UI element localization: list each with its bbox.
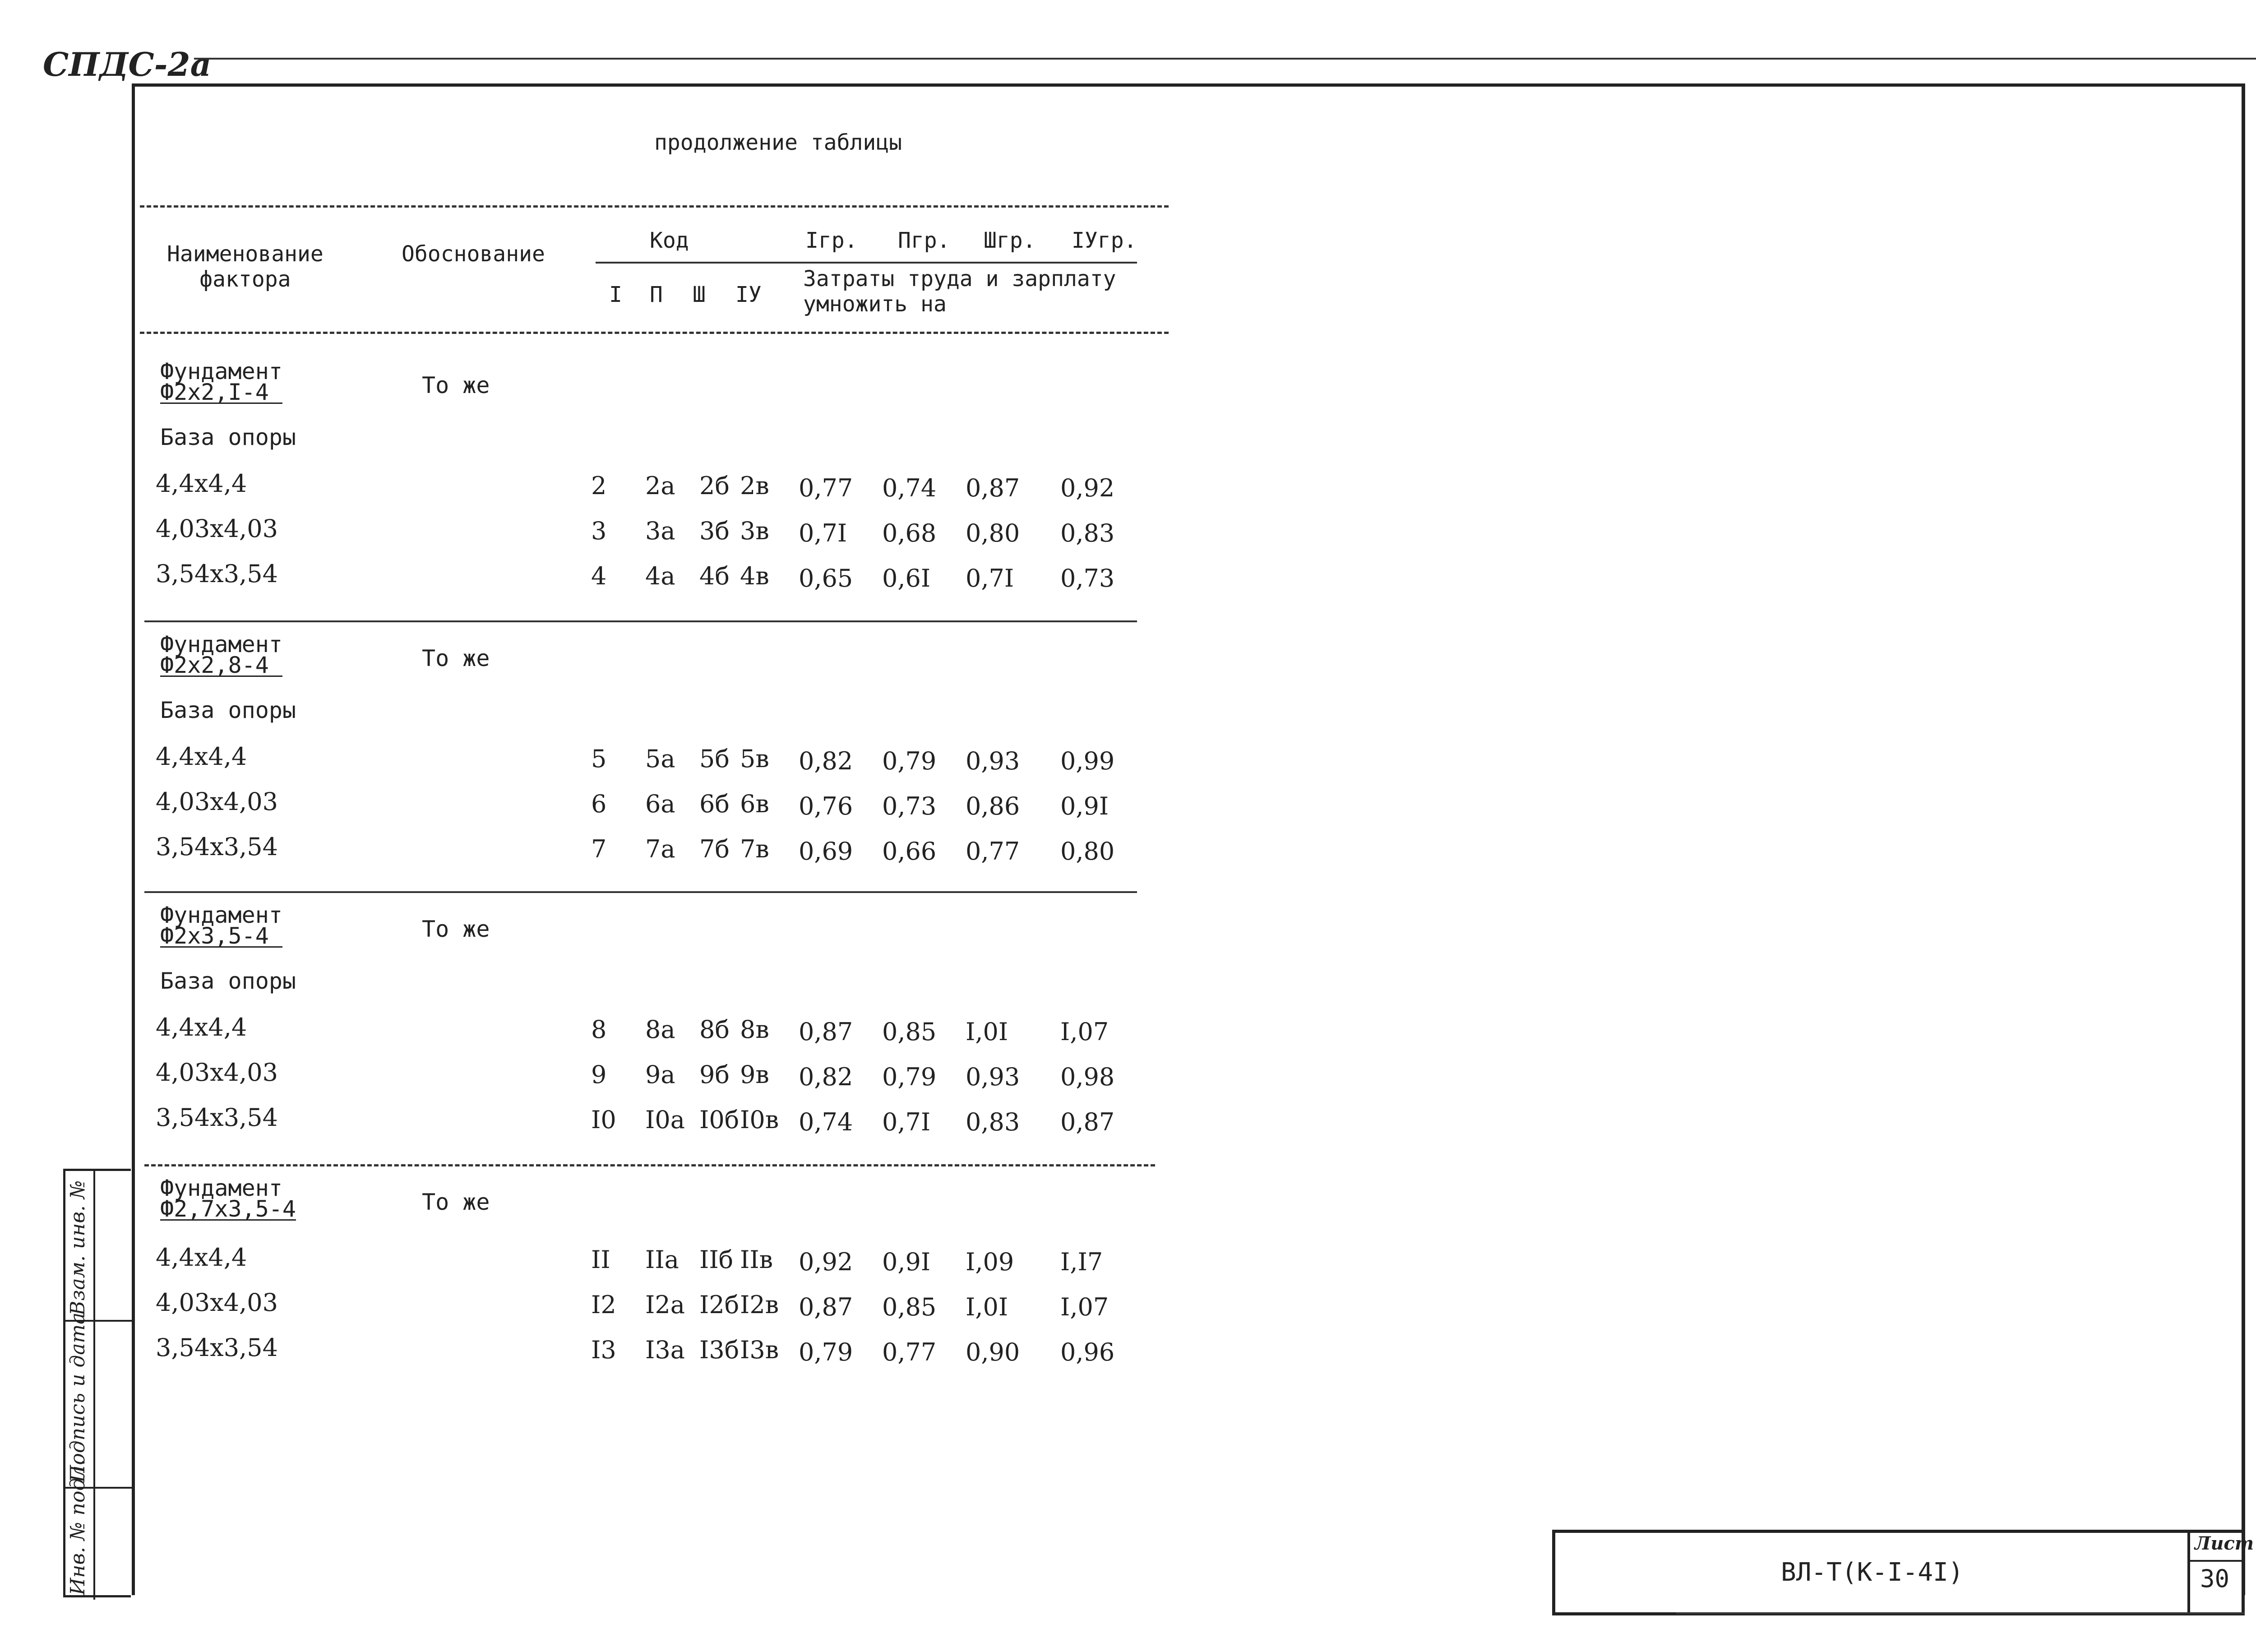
code-cell: II (591, 1245, 610, 1274)
code-cell: 4в (740, 562, 769, 590)
section-subheading: База опоры (160, 424, 296, 450)
code-cell: I0 (591, 1106, 616, 1134)
factor-cell: 0,87 (1060, 1108, 1115, 1136)
factor-cell: 0,65 (799, 564, 853, 592)
side-approval-stamp (63, 1169, 131, 1597)
section-title (160, 358, 282, 405)
section-subheading: База опоры (160, 968, 296, 994)
factor-cell: 0,82 (799, 747, 853, 775)
code-cell: 6 (591, 790, 607, 818)
code-cell: 5в (740, 745, 769, 773)
row-label: 4,4х4,4 (156, 1243, 247, 1272)
factor-cell: I,0I (966, 1293, 1008, 1321)
code-cell: 3б (699, 517, 730, 545)
header-code-col-4: IУ (735, 282, 762, 307)
code-cell: 3в (740, 517, 769, 545)
code-cell: 8а (645, 1015, 675, 1044)
factor-cell: I,07 (1060, 1018, 1109, 1046)
section-title-line: Фундамент (160, 1175, 282, 1201)
side-stamp-signature: Подпись и дата (66, 1312, 89, 1482)
code-cell: 2б (699, 472, 730, 500)
factor-cell: 0,96 (1060, 1338, 1115, 1366)
row-label: 3,54х3,54 (156, 1333, 278, 1362)
side-stamp-replacement: Взам. инв. № (66, 1180, 89, 1315)
header-multiplier: Затраты труда и зарплату умножить на (803, 266, 1116, 317)
row-label: 4,4х4,4 (156, 1013, 247, 1041)
header-mid-rule (596, 262, 1137, 264)
factor-cell: 0,7I (966, 564, 1014, 592)
factor-cell: 0,92 (799, 1248, 853, 1276)
code-cell: 7в (740, 835, 769, 863)
section-title (160, 902, 282, 949)
code-cell: 7 (591, 835, 607, 863)
code-cell: 2 (591, 472, 607, 500)
sheet-number: 30 (2200, 1564, 2230, 1593)
factor-cell: 0,87 (799, 1018, 853, 1046)
code-cell: 2в (740, 472, 769, 500)
document-code: ВЛ-Т(К-I-4I) (1781, 1558, 1964, 1587)
sheet-cell (2187, 1533, 2254, 1612)
code-cell: 6б (699, 790, 730, 818)
header-basis: Обоснование (402, 241, 545, 267)
factor-cell: 0,77 (966, 837, 1020, 865)
side-stamp-divider (93, 1171, 95, 1600)
code-cell: 9б (699, 1060, 730, 1089)
header-top-rule (140, 205, 1169, 208)
title-block (1552, 1530, 2254, 1615)
drawing-frame (132, 83, 2245, 1595)
code-cell: I2в (740, 1291, 779, 1319)
section-basis: То же (422, 372, 490, 398)
factor-cell: 0,93 (966, 747, 1020, 775)
factor-cell: 0,99 (1060, 747, 1115, 775)
factor-cell: 0,6I (882, 564, 931, 592)
top-border-line (194, 58, 2256, 60)
section-title-line: Фундамент (160, 631, 282, 657)
factor-cell: 0,92 (1060, 474, 1115, 502)
code-cell: 5 (591, 745, 607, 773)
header-group-2: Пгр. (898, 228, 950, 253)
header-group-3: Шгр. (984, 228, 1036, 253)
section-basis: То же (422, 916, 490, 942)
factor-cell: 0,86 (966, 792, 1020, 820)
row-label: 4,4х4,4 (156, 742, 247, 771)
header-factor-name: Наименование фактора (167, 241, 324, 292)
sheet-separator (2190, 1560, 2242, 1562)
row-label: 4,03х4,03 (156, 1288, 278, 1317)
header-code-col-2: П (650, 282, 663, 307)
code-cell: 8б (699, 1015, 730, 1044)
factor-cell: 0,74 (882, 474, 937, 502)
factor-cell: 0,79 (799, 1338, 853, 1366)
factor-cell: 0,87 (799, 1293, 853, 1321)
code-cell: IIб (699, 1245, 734, 1274)
header-code: Код (650, 228, 689, 253)
section-separator (144, 891, 1137, 893)
section-title-line: Фундамент (160, 358, 282, 384)
bottom-rule (1676, 1612, 2245, 1614)
code-cell: 7б (699, 835, 730, 863)
code-cell: I0б (699, 1106, 740, 1134)
factor-cell: 0,79 (882, 1063, 937, 1091)
code-cell: I2 (591, 1291, 616, 1319)
factor-cell: 0,98 (1060, 1063, 1115, 1091)
factor-cell: 0,69 (799, 837, 853, 865)
code-cell: I3 (591, 1336, 616, 1364)
factor-cell: 0,7I (799, 519, 847, 547)
row-label: 4,03х4,03 (156, 1058, 278, 1087)
section-designation: Ф2х3,5-4 (160, 925, 282, 948)
factor-cell: I,09 (966, 1248, 1014, 1276)
section-title (160, 631, 282, 678)
factor-cell: 0,83 (1060, 519, 1115, 547)
section-subheading: База опоры (160, 697, 296, 723)
factor-cell: I,0I (966, 1018, 1008, 1046)
code-cell: 9 (591, 1060, 607, 1089)
section-basis: То же (422, 1189, 490, 1215)
factor-cell: 0,74 (799, 1108, 853, 1136)
section-separator (144, 620, 1137, 622)
code-cell: 8 (591, 1015, 607, 1044)
section-title-line: Фундамент (160, 902, 282, 928)
factor-cell: 0,9I (882, 1248, 931, 1276)
code-cell: IIв (740, 1245, 773, 1274)
factor-cell: 0,9I (1060, 792, 1109, 820)
factor-cell: 0,77 (882, 1338, 937, 1366)
code-cell: 5б (699, 745, 730, 773)
code-cell: 7а (645, 835, 675, 863)
code-cell: 8в (740, 1015, 769, 1044)
factor-cell: 0,73 (882, 792, 937, 820)
section-basis: То же (422, 645, 490, 671)
header-bottom-rule (140, 332, 1169, 334)
section-designation: Ф2х2,I-4 (160, 382, 282, 404)
code-cell: 6в (740, 790, 769, 818)
row-label: 3,54х3,54 (156, 560, 278, 588)
section-designation: Ф2х2,8-4 (160, 655, 282, 677)
factor-cell: 0,80 (966, 519, 1020, 547)
code-cell: 9а (645, 1060, 675, 1089)
header-group-1: Iгр. (805, 228, 858, 253)
factor-cell: 0,93 (966, 1063, 1020, 1091)
code-cell: IIа (645, 1245, 679, 1274)
header-code-col-3: Ш (693, 282, 706, 307)
factor-cell: 0,73 (1060, 564, 1115, 592)
factor-cell: 0,76 (799, 792, 853, 820)
side-stamp-inventory: Инв. № подл. (66, 1459, 89, 1595)
factor-cell: 0,7I (882, 1108, 931, 1136)
factor-cell: 0,85 (882, 1018, 937, 1046)
code-cell: 4б (699, 562, 730, 590)
section-separator (144, 1164, 1155, 1166)
factor-cell: I,I7 (1060, 1248, 1103, 1276)
factor-cell: 0,79 (882, 747, 937, 775)
sheet-label: Лист (2195, 1533, 2254, 1554)
section-title (160, 1175, 296, 1222)
code-cell: 3 (591, 517, 607, 545)
factor-cell: 0,68 (882, 519, 937, 547)
header-group-4: IУгр. (1072, 228, 1137, 253)
factor-cell: 0,77 (799, 474, 853, 502)
code-cell: 6а (645, 790, 675, 818)
table-caption: продолжение таблицы (654, 130, 902, 155)
code-cell: 2а (645, 472, 675, 500)
code-cell: I3б (699, 1336, 740, 1364)
code-cell: I0а (645, 1106, 685, 1134)
code-cell: 3а (645, 517, 675, 545)
code-cell: 5а (645, 745, 675, 773)
row-label: 4,03х4,03 (156, 514, 278, 543)
factor-cell: 0,87 (966, 474, 1020, 502)
sheet-stamp: СПДС-2а (43, 45, 212, 83)
row-label: 3,54х3,54 (156, 1103, 278, 1132)
factor-cell: 0,90 (966, 1338, 1020, 1366)
code-cell: I2а (645, 1291, 685, 1319)
code-cell: I0в (740, 1106, 779, 1134)
header-code-col-1: I (609, 282, 622, 307)
row-label: 4,4х4,4 (156, 469, 247, 498)
factor-cell: I,07 (1060, 1293, 1109, 1321)
code-cell: 9в (740, 1060, 769, 1089)
code-cell: I3в (740, 1336, 779, 1364)
code-cell: I3а (645, 1336, 685, 1364)
section-designation: Ф2,7х3,5-4 (160, 1196, 296, 1222)
code-cell: 4 (591, 562, 607, 590)
row-label: 3,54х3,54 (156, 833, 278, 861)
code-cell: 4а (645, 562, 675, 590)
factor-cell: 0,82 (799, 1063, 853, 1091)
code-cell: I2б (699, 1291, 740, 1319)
factor-cell: 0,83 (966, 1108, 1020, 1136)
row-label: 4,03х4,03 (156, 787, 278, 816)
factor-cell: 0,66 (882, 837, 937, 865)
factor-cell: 0,85 (882, 1293, 937, 1321)
factor-cell: 0,80 (1060, 837, 1115, 865)
